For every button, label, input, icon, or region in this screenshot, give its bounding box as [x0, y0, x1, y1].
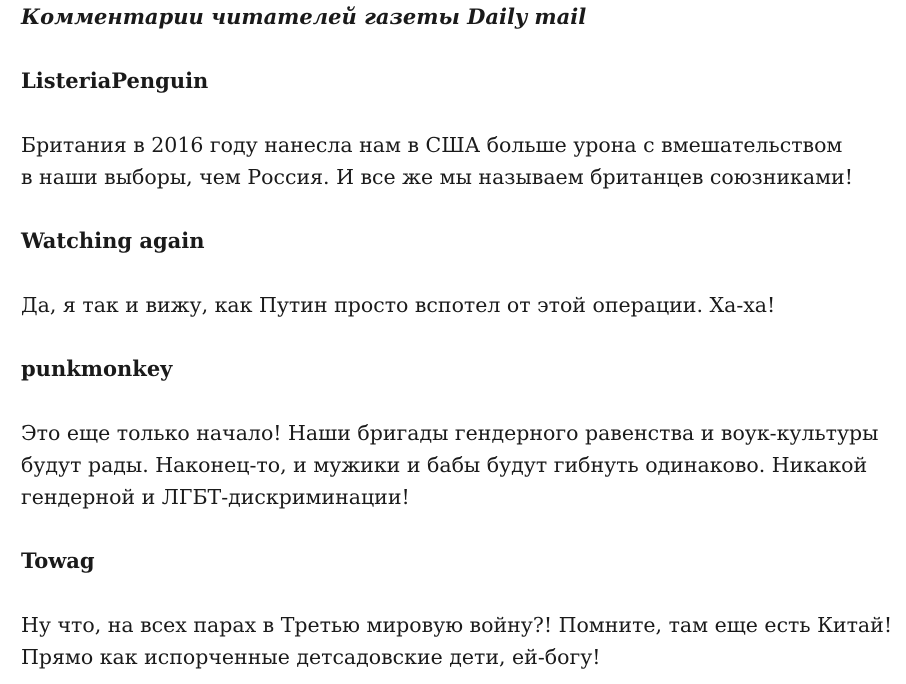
comment-text-line: гендерной и ЛГБТ-дискриминации! [21, 485, 410, 509]
comment-author: punkmonkey [21, 356, 173, 381]
comment [21, 545, 906, 673]
comment [21, 225, 906, 321]
comment-text-line: Это еще только начало! Наши бригады гендерного равенства и воук-культуры [21, 421, 879, 445]
comment [21, 353, 906, 513]
comment-text-line: Британия в 2016 году нанесла нам в США больше урона с вмешательством [21, 133, 843, 157]
comment-text-line: Прямо как испорченные детсадовские дети, ей-богу! [21, 645, 601, 669]
comment-text [21, 417, 906, 513]
comment-text-line: в наши выборы, чем Россия. И все же мы называем британцев союзниками! [21, 165, 853, 189]
comment-text-line: Да, я так и вижу, как Путин просто вспотел от этой операции. Ха-ха! [21, 293, 776, 317]
comment-author: ListeriaPenguin [21, 68, 209, 93]
comment [21, 65, 906, 193]
comment-author: Towag [21, 548, 95, 573]
comment-author: Watching again [21, 228, 205, 253]
comment-text [21, 609, 906, 673]
comment-text-line: Ну что, на всех парах в Третью мировую войну?! Помните, там еще есть Китай! [21, 613, 893, 637]
page-title: Комментарии читателей газеты Daily mail [21, 4, 587, 29]
comment-text-line: будут рады. Наконец-то, и мужики и бабы будут гибнуть одинаково. Никакой [21, 453, 868, 477]
article-body [21, 0, 906, 673]
comment-text [21, 129, 906, 193]
comment-text [21, 289, 906, 321]
